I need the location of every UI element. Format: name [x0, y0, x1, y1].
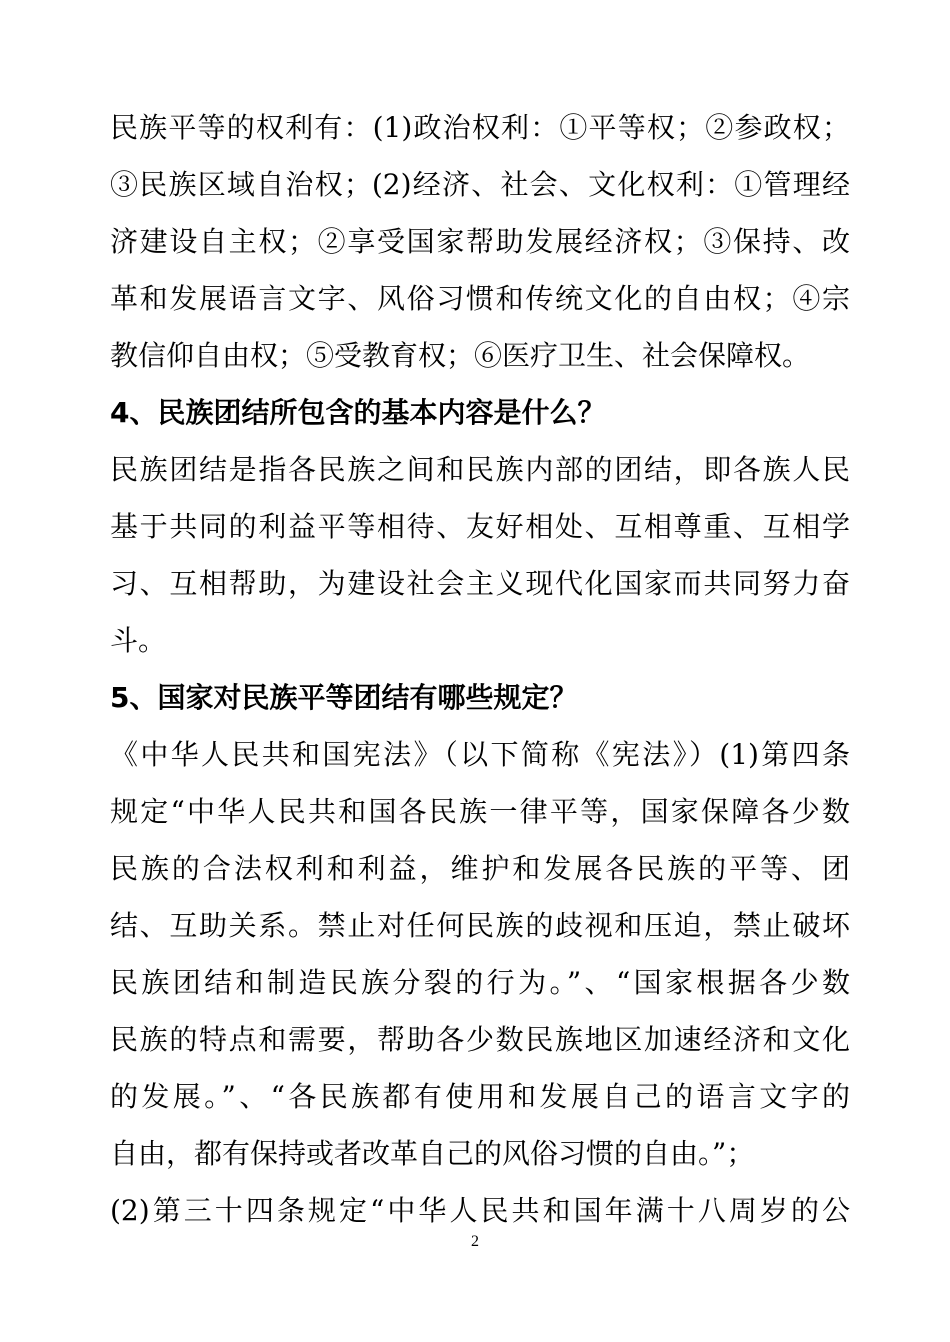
body-text-line: 教信仰自由权；⑤受教育权；⑥医疗卫生、社会保障权。 [110, 339, 811, 372]
section-heading-4: 4、民族团结所包含的基本内容是什么？ [110, 396, 606, 429]
page-number: 2 [471, 1233, 479, 1250]
body-text-line: (2)第三十四条规定“中华人民共和国年满十八周岁的公 [110, 1194, 850, 1227]
body-text-line: 民族的合法权利和利益，维护和发展各民族的平等、团 [110, 852, 850, 885]
body-text-line: 《中华人民共和国宪法》（以下简称《宪法》）(1)第四条 [110, 738, 850, 771]
body-text-line: 的发展。”、“各民族都有使用和发展自己的语言文字的 [110, 1080, 850, 1113]
body-text-line: 民族团结是指各民族之间和民族内部的团结，即各族人民 [110, 453, 850, 486]
body-text-line: 民族的特点和需要，帮助各少数民族地区加速经济和文化 [110, 1023, 850, 1056]
body-text-line: 革和发展语言文字、风俗习惯和传统文化的自由权；④宗 [110, 282, 850, 315]
body-text-line: 规定“中华人民共和国各民族一律平等，国家保障各少数 [110, 795, 850, 828]
body-text-line: 济建设自主权；②享受国家帮助发展经济权；③保持、改 [110, 225, 850, 258]
body-text-line: 基于共同的利益平等相待、友好相处、互相尊重、互相学 [110, 510, 850, 543]
body-text-line: 习、互相帮助，为建设社会主义现代化国家而共同努力奋 [110, 567, 850, 600]
body-text-line: 民族平等的权利有：(1)政治权利：①平等权；②参政权； [110, 111, 850, 144]
body-text-line: 自由，都有保持或者改革自己的风俗习惯的自由。”； [110, 1137, 755, 1170]
body-text-line: 斗。 [110, 624, 167, 657]
body-text-line: 结、互助关系。禁止对任何民族的歧视和压迫，禁止破坏 [110, 909, 850, 942]
body-text-line: 民族团结和制造民族分裂的行为。”、“国家根据各少数 [110, 966, 850, 999]
body-text-line: ③民族区域自治权；(2)经济、社会、文化权利：①管理经 [110, 168, 850, 201]
section-heading-5: 5、国家对民族平等团结有哪些规定？ [110, 681, 578, 714]
